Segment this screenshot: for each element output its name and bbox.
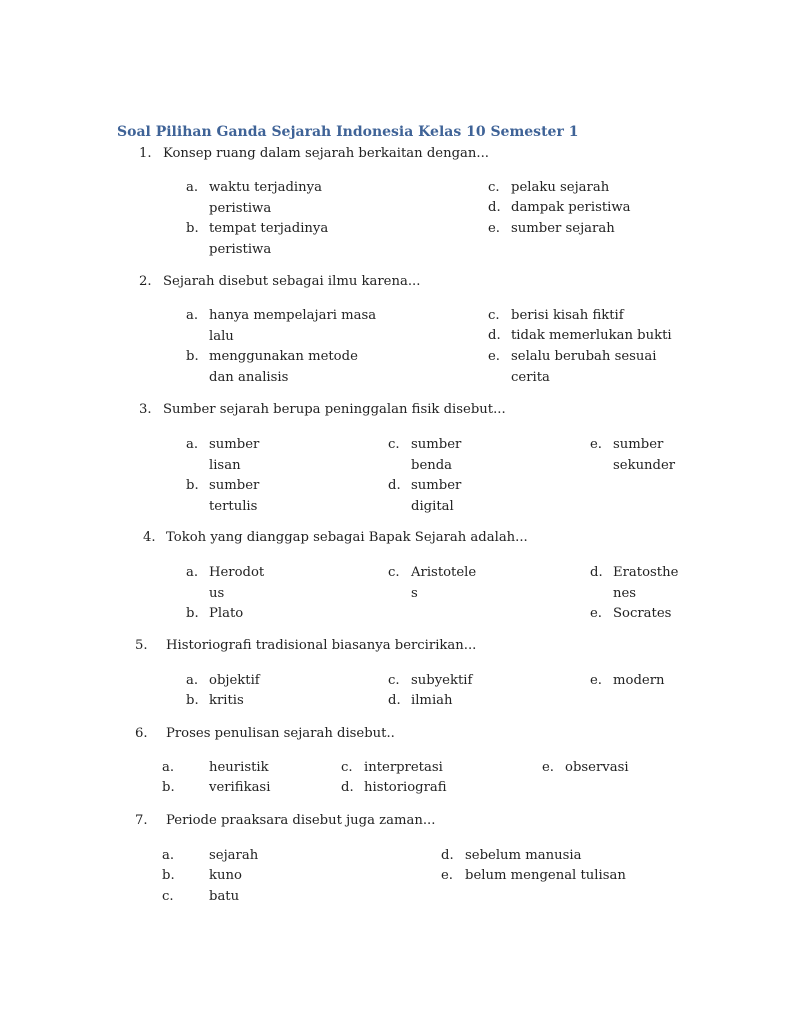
question-number: 2. <box>139 274 152 289</box>
option-text: hanya mempelajari masa lalu <box>209 308 377 344</box>
option-letter: d. <box>488 200 501 215</box>
option-text: sumber benda <box>411 437 462 473</box>
option-text: menggunakan metode dan analisis <box>209 349 358 385</box>
question-number: 7. <box>135 813 148 828</box>
option-letter: a. <box>186 308 199 323</box>
option-letter: a. <box>186 180 199 195</box>
option-text: sejarah <box>209 848 259 863</box>
option-text: waktu terjadinya peristiwa <box>209 180 322 216</box>
option-text: ilmiah <box>411 693 453 708</box>
option-text: pelaku sejarah <box>511 180 610 195</box>
option-text: Herodotus <box>209 565 265 601</box>
option-letter: b. <box>162 780 175 795</box>
option-letter: c. <box>341 760 353 775</box>
option-letter: c. <box>388 437 400 452</box>
option-text: sumber lisan <box>209 437 260 473</box>
option-text: heuristik <box>209 760 269 775</box>
option-letter: c. <box>388 565 400 580</box>
option-text: Aristoteles <box>411 565 477 601</box>
question-text: Sejarah disebut sebagai ilmu karena... <box>163 274 421 289</box>
option-text: objektif <box>209 673 260 688</box>
option-text: sumber tertulis <box>209 478 260 514</box>
option-letter: d. <box>388 478 401 493</box>
option-letter: d. <box>341 780 354 795</box>
option-letter: a. <box>162 848 175 863</box>
option-text: interpretasi <box>364 760 443 775</box>
option-letter: d. <box>590 565 603 580</box>
option-text: subyektif <box>411 673 473 688</box>
option-letter: b. <box>186 606 199 621</box>
question-number: 6. <box>135 726 148 741</box>
question-text: Proses penulisan sejarah disebut.. <box>166 726 395 741</box>
option-letter: b. <box>186 478 199 493</box>
option-letter: a. <box>186 673 199 688</box>
option-text: kuno <box>209 868 242 883</box>
option-letter: e. <box>542 760 554 775</box>
question-text: Periode praaksara disebut juga zaman... <box>166 813 436 828</box>
option-letter: e. <box>441 868 453 883</box>
option-letter: e. <box>590 606 602 621</box>
option-letter: e. <box>488 349 500 364</box>
option-text: selalu berubah sesuai cerita <box>511 349 657 385</box>
option-letter: d. <box>441 848 454 863</box>
option-text: Eratosthenes <box>613 565 679 601</box>
option-letter: b. <box>186 693 199 708</box>
question-number: 3. <box>139 402 152 417</box>
question-number: 1. <box>139 146 152 161</box>
option-letter: a. <box>186 565 199 580</box>
option-text: berisi kisah fiktif <box>511 308 624 323</box>
option-letter: d. <box>388 693 401 708</box>
option-text: tidak memerlukan bukti <box>511 328 672 343</box>
option-letter: d. <box>488 328 501 343</box>
option-letter: a. <box>186 437 199 452</box>
option-letter: b. <box>186 221 199 236</box>
option-text: sebelum manusia <box>465 848 582 863</box>
option-letter: b. <box>162 868 175 883</box>
question-text: Tokoh yang dianggap sebagai Bapak Sejarah adalah... <box>166 530 528 545</box>
question-text: Historiografi tradisional biasanya bercirikan... <box>166 638 477 653</box>
option-letter: b. <box>186 349 199 364</box>
option-text: sumber sejarah <box>511 221 615 236</box>
option-text: tempat terjadinya peristiwa <box>209 221 329 257</box>
option-text: observasi <box>565 760 629 775</box>
option-text: modern <box>613 673 665 688</box>
option-text: dampak peristiwa <box>511 200 631 215</box>
option-letter: e. <box>590 673 602 688</box>
option-text: sumber digital <box>411 478 462 514</box>
option-letter: c. <box>488 180 500 195</box>
option-text: sumber sekunder <box>613 437 676 473</box>
option-text: Socrates <box>613 606 672 621</box>
question-text: Konsep ruang dalam sejarah berkaitan dengan... <box>163 146 489 161</box>
option-text: Plato <box>209 606 244 621</box>
document-title: Soal Pilihan Ganda Sejarah Indonesia Kelas 10 Semester 1 <box>117 124 579 140</box>
option-letter: c. <box>488 308 500 323</box>
option-text: historiografi <box>364 780 447 795</box>
option-letter: e. <box>590 437 602 452</box>
option-text: verifikasi <box>209 780 271 795</box>
option-text: kritis <box>209 693 244 708</box>
option-letter: a. <box>162 760 175 775</box>
option-letter: c. <box>388 673 400 688</box>
question-number: 4. <box>143 530 156 545</box>
option-letter: c. <box>162 889 174 904</box>
question-text: Sumber sejarah berupa peninggalan fisik disebut... <box>163 402 506 417</box>
question-number: 5. <box>135 638 148 653</box>
option-text: batu <box>209 889 240 904</box>
option-letter: e. <box>488 221 500 236</box>
option-text: belum mengenal tulisan <box>465 868 626 883</box>
